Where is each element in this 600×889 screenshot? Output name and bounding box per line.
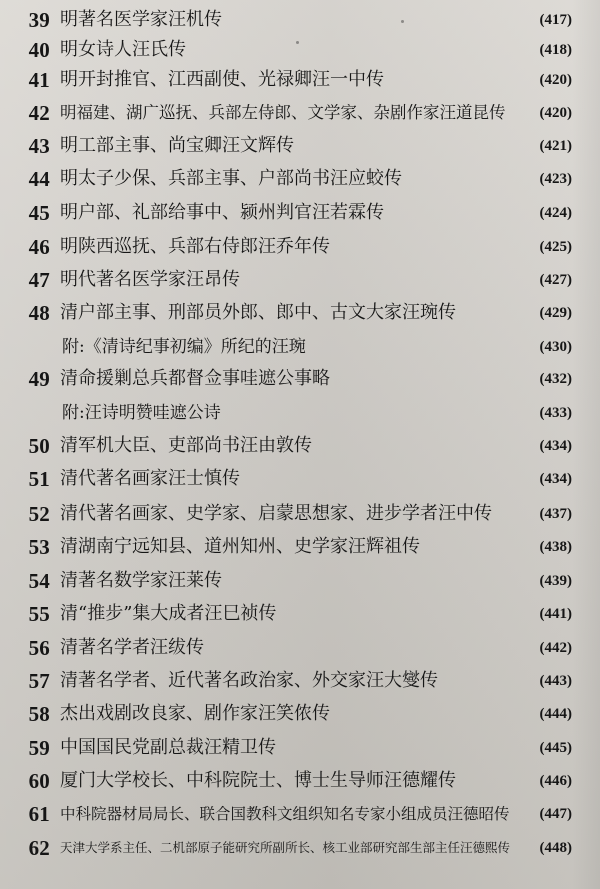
toc-entry — [0, 397, 600, 429]
entry-title: 明户部、礼部给事中、颍州判官汪若霖传 — [60, 202, 384, 223]
entry-number: 54 — [28, 569, 50, 593]
entry-page-number: (447) — [539, 806, 572, 822]
entry-page-number: (425) — [539, 239, 572, 255]
entry-page-number: (443) — [539, 673, 572, 689]
entry-page-number: (441) — [539, 606, 572, 622]
entry-title: 清著名数学家汪莱传 — [60, 570, 222, 591]
entry-page-number: (437) — [539, 506, 572, 522]
toc-entry — [0, 463, 600, 495]
entry-title: 明工部主事、尚宝卿汪文辉传 — [60, 135, 294, 156]
toc-entry — [0, 264, 600, 296]
toc-entry — [0, 565, 600, 597]
entry-number: 40 — [28, 38, 50, 62]
entry-title: 清户部主事、刑部员外郎、郎中、古文大家汪琬传 — [60, 302, 456, 323]
toc-entry — [0, 363, 600, 395]
entry-number: 52 — [28, 502, 50, 526]
entry-page-number: (421) — [539, 138, 572, 154]
toc-entry — [0, 632, 600, 664]
entry-page-number: (446) — [539, 773, 572, 789]
toc-entry — [0, 765, 600, 797]
entry-title: 中国国民党副总裁汪精卫传 — [60, 737, 276, 758]
toc-entry — [0, 130, 600, 162]
entry-page-number: (417) — [539, 12, 572, 28]
entry-number: 46 — [28, 235, 50, 259]
entry-title: 附:汪诗明赞哇遮公诗 — [62, 403, 221, 423]
toc-entry — [0, 97, 600, 129]
entry-number: 55 — [28, 602, 50, 626]
entry-title: 清命援剿总兵都督佥事哇遮公事略 — [60, 368, 330, 389]
toc-entry — [0, 598, 600, 630]
entry-page-number: (445) — [539, 740, 572, 756]
entry-page-number: (418) — [539, 42, 572, 58]
entry-page-number: (424) — [539, 205, 572, 221]
entry-number: 42 — [28, 101, 50, 125]
toc-entry — [0, 798, 600, 830]
toc-entry — [0, 231, 600, 263]
entry-page-number: (444) — [539, 706, 572, 722]
entry-number: 57 — [28, 669, 50, 693]
entry-number: 47 — [28, 268, 50, 292]
entry-number: 44 — [28, 167, 50, 191]
entry-page-number: (420) — [539, 105, 572, 121]
entry-page-number: (438) — [539, 539, 572, 555]
entry-number: 62 — [28, 836, 50, 860]
entry-title: 中科院器材局局长、联合国教科文组织知名专家小组成员汪德昭传 — [60, 805, 510, 823]
entry-number: 48 — [28, 301, 50, 325]
entry-page-number: (420) — [539, 72, 572, 88]
entry-page-number: (448) — [539, 840, 572, 856]
entry-title: 清“推步”集大成者汪巳祯传 — [60, 603, 277, 624]
toc-entry — [0, 297, 600, 329]
toc-entry — [0, 34, 600, 66]
entry-title: 清代著名画家汪士慎传 — [60, 468, 240, 489]
entry-page-number: (432) — [539, 371, 572, 387]
toc-entry — [0, 832, 600, 864]
entry-number: 53 — [28, 535, 50, 559]
entry-title: 明女诗人汪氏传 — [60, 39, 186, 60]
toc-entry — [0, 163, 600, 195]
entry-title: 清著名学者汪绂传 — [60, 637, 204, 658]
entry-page-number: (423) — [539, 171, 572, 187]
entry-page-number: (429) — [539, 305, 572, 321]
entry-title: 明太子少保、兵部主事、户部尚书汪应蛟传 — [60, 168, 402, 189]
entry-page-number: (442) — [539, 640, 572, 656]
entry-number: 60 — [28, 769, 50, 793]
entry-title: 厦门大学校长、中科院院士、博士生导师汪德耀传 — [60, 770, 456, 791]
entry-number: 49 — [28, 367, 50, 391]
toc-entry — [0, 698, 600, 730]
entry-title: 明著名医学家汪机传 — [60, 9, 222, 30]
entry-page-number: (433) — [539, 405, 572, 421]
entry-number: 41 — [28, 68, 50, 92]
entry-number: 43 — [28, 134, 50, 158]
entry-title: 附:《清诗纪事初编》所纪的汪琬 — [62, 337, 306, 357]
entry-number: 45 — [28, 201, 50, 225]
entry-page-number: (434) — [539, 471, 572, 487]
entry-title: 清代著名画家、史学家、启蒙思想家、进步学者汪中传 — [60, 503, 492, 524]
entry-number: 51 — [28, 467, 50, 491]
toc-entry — [0, 64, 600, 96]
entry-title: 清著名学者、近代著名政治家、外交家汪大燮传 — [60, 670, 438, 691]
entry-page-number: (434) — [539, 438, 572, 454]
entry-number: 61 — [28, 802, 50, 826]
toc-entry — [0, 732, 600, 764]
toc-entry — [0, 665, 600, 697]
entry-title: 杰出戏剧改良家、剧作家汪笑侬传 — [60, 703, 330, 724]
toc-entry — [0, 331, 600, 363]
entry-title: 明福建、湖广巡抚、兵部左侍郎、文学家、杂剧作家汪道昆传 — [60, 103, 506, 122]
entry-title: 清军机大臣、吏部尚书汪由敦传 — [60, 435, 312, 456]
toc-entry — [0, 498, 600, 530]
entry-number: 58 — [28, 702, 50, 726]
entry-title: 清湖南宁远知县、道州知州、史学家汪辉祖传 — [60, 536, 420, 557]
entry-page-number: (430) — [539, 339, 572, 355]
toc-entry — [0, 430, 600, 462]
entry-number: 50 — [28, 434, 50, 458]
entry-title: 明代著名医学家汪昂传 — [60, 269, 240, 290]
toc-entry — [0, 531, 600, 563]
toc-entry — [0, 197, 600, 229]
entry-title: 明陕西巡抚、兵部右侍郎汪乔年传 — [60, 236, 330, 257]
entry-number: 56 — [28, 636, 50, 660]
entry-title: 天津大学系主任、二机部原子能研究所副所长、核工业部研究部生部主任汪德熙传 — [60, 840, 511, 855]
entry-page-number: (439) — [539, 573, 572, 589]
toc-entry — [0, 4, 600, 36]
entry-title: 明开封推官、江西副使、光禄卿汪一中传 — [60, 69, 384, 90]
entry-page-number: (427) — [539, 272, 572, 288]
entry-number: 59 — [28, 736, 50, 760]
entry-number: 39 — [28, 8, 50, 32]
